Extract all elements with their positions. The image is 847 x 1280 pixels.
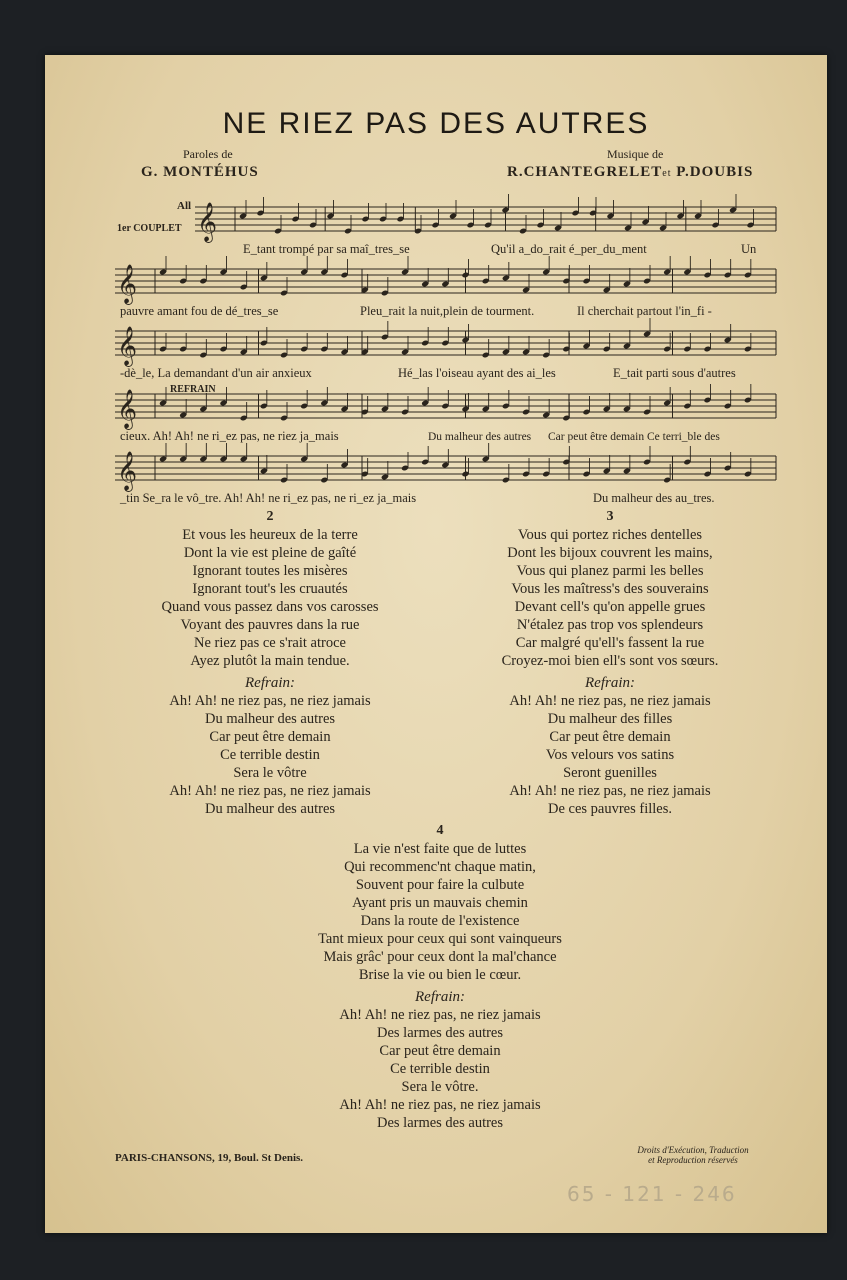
composer-1: R.CHANTEGRELET <box>507 164 663 180</box>
verse-line: Ah! Ah! ne riez pas, ne riez jamais <box>339 1097 541 1113</box>
verse-line: Ah! Ah! ne riez pas, ne riez jamais <box>169 693 371 709</box>
verse-line: Ce terrible destin <box>390 1061 490 1077</box>
verse-line: Dont les bijoux couvrent les mains, <box>507 545 713 561</box>
verse-line: Du malheur des autres <box>204 801 336 817</box>
publisher: PARIS-CHANSONS, 19, Boul. St Denis. <box>115 1152 304 1164</box>
verse-line: Des larmes des autres <box>376 1025 504 1041</box>
verse-line: Ignorant tout's les cruautés <box>192 581 348 597</box>
verse-4-number: 4 <box>436 823 444 838</box>
music-label: Musique de <box>607 147 664 161</box>
lyric-4a: cieux. Ah! Ah! ne ri_ez pas, ne riez ja_mais <box>120 429 339 443</box>
verse-2-number: 2 <box>266 509 274 524</box>
verse-line: Ayant pris un mauvais chemin <box>352 895 528 911</box>
verse-line: Ne riez pas ce s'rait atroce <box>194 635 346 651</box>
rights-line-2: et Reproduction réservés <box>648 1155 738 1165</box>
verse-line: Vous qui portez riches dentelles <box>517 527 703 543</box>
song-title: NE RIEZ PAS DES AUTRES <box>222 107 650 140</box>
verse-line: Ah! Ah! ne riez pas, ne riez jamais <box>339 1007 541 1023</box>
verse-line: Car peut être demain <box>549 729 671 745</box>
verse-line: Tant mieux pour ceux qui sont vainqueurs <box>318 931 562 947</box>
treble-clef-icon: 𝄞 <box>117 451 138 491</box>
verse-line: Dont la vie est pleine de gaîté <box>183 545 357 561</box>
verse-line: Quand vous passez dans vos carosses <box>161 599 379 615</box>
rights-notice <box>593 1145 793 1165</box>
verse-3-number: 3 <box>606 509 614 524</box>
lyric-2c: Il cherchait partout l'in_fi - <box>577 304 712 318</box>
treble-clef-icon: 𝄞 <box>117 389 138 429</box>
lyric-1b: Qu'il a_do_rait é_per_du_ment <box>491 242 647 256</box>
verse-2-lines <box>105 526 435 670</box>
verse-line: Ce terrible destin <box>220 747 320 763</box>
verse-line: Sera le vôtre <box>233 765 307 781</box>
verse-3-refrain-label: Refrain: <box>585 675 635 691</box>
verse-line: Car peut être demain <box>209 729 331 745</box>
verse-line: Du malheur des autres <box>204 711 336 727</box>
lyric-1a: E_tant trompé par sa maî_tres_se <box>243 242 410 256</box>
verse-2-refrain <box>105 692 435 818</box>
composer-2: P.DOUBIS <box>676 164 754 180</box>
verse-line: Mais grâc' pour ceux dont la mal'chance <box>323 949 557 965</box>
tempo-marking: All <box>177 200 192 212</box>
treble-clef-icon: 𝄞 <box>197 202 218 242</box>
verse-line: Car peut être demain <box>379 1043 501 1059</box>
verse-line: Brise la vie ou bien le cœur. <box>358 967 522 983</box>
verse-line: Vos velours vos satins <box>545 747 675 763</box>
verse-line: De ces pauvres filles. <box>547 801 672 817</box>
verse-line: Sera le vôtre. <box>401 1079 479 1095</box>
lyric-3b: Hé_las l'oiseau ayant des ai_les <box>398 366 556 380</box>
verse-line: Seront guenilles <box>563 765 657 781</box>
verse-line: Voyant des pauvres dans la rue <box>180 617 360 633</box>
lyric-5b: Du malheur des au_tres. <box>593 491 715 505</box>
lyric-2b: Pleu_rait la nuit,plein de tourment. <box>360 304 535 318</box>
verse-line: Vous qui planez parmi les belles <box>516 563 704 579</box>
verse-line: Ah! Ah! ne riez pas, ne riez jamais <box>169 783 371 799</box>
verse-line: Ignorant toutes les misères <box>192 563 348 579</box>
verse-line: Des larmes des autres <box>376 1115 504 1131</box>
treble-clef-icon: 𝄞 <box>117 264 138 304</box>
verse-line: La vie n'est faite que de luttes <box>353 841 527 857</box>
verse-line: Qui recommenc'nt chaque matin, <box>344 859 536 875</box>
verse-line: Croyez-moi bien ell's sont vos sœurs. <box>501 653 719 669</box>
verse-3-lines <box>445 526 775 670</box>
verse-2-refrain-label: Refrain: <box>245 675 295 691</box>
sheet-music-page <box>45 55 827 1233</box>
verse-4 <box>270 822 610 1132</box>
rights-line-1: Droits d'Exécution, Traduction <box>637 1145 749 1155</box>
verse-line: Dans la route de l'existence <box>360 913 520 929</box>
lyrics-label: Paroles de <box>183 147 233 161</box>
verse-4-refrain <box>270 1006 610 1132</box>
lyric-5a: _tin Se_ra le vô_tre. Ah! Ah! ne ri_ez pas, ne ri_ez ja_mais <box>120 491 417 505</box>
pencil-catalog-mark: 65 - 121 - 246 <box>567 1182 737 1206</box>
verse-line: Du malheur des filles <box>547 711 673 727</box>
verse-line: N'étalez pas trop vos splendeurs <box>516 617 704 633</box>
verse-3 <box>445 508 775 818</box>
verse-line: Ah! Ah! ne riez pas, ne riez jamais <box>509 783 711 799</box>
lyric-4c: Car peut être demain Ce terri_ble des <box>548 431 720 443</box>
treble-clef-icon: 𝄞 <box>117 326 138 366</box>
verse-line: Ah! Ah! ne riez pas, ne riez jamais <box>509 693 711 709</box>
lyric-3c: E_tait parti sous d'autres <box>613 366 736 380</box>
composers-conjunction: et <box>662 168 672 179</box>
verse-line: Ayez plutôt la main tendue. <box>190 653 350 669</box>
verse-2 <box>105 508 435 818</box>
verse-4-refrain-label: Refrain: <box>415 989 465 1005</box>
lyric-4b: Du malheur des autres <box>428 431 532 443</box>
verse-line: Car malgré qu'ell's fassent la rue <box>515 635 705 651</box>
verse-4-lines <box>270 840 610 984</box>
verse-line: Et vous les heureux de la terre <box>182 527 358 543</box>
staff-lines <box>115 202 776 492</box>
verse-line: Devant cell's qu'on appelle grues <box>514 599 706 615</box>
lyric-2a: pauvre amant fou de dé_tres_se <box>120 304 279 318</box>
verse-3-refrain <box>445 692 775 818</box>
verse-line: Vous les maîtress's des souverains <box>511 581 709 597</box>
lyric-1c: Un <box>741 242 757 256</box>
lyric-3a: -dè_le, La demandant d'un air anxieux <box>120 366 312 380</box>
verse-line: Souvent pour faire la culbute <box>355 877 525 893</box>
refrain-label: REFRAIN <box>170 384 216 395</box>
lyricist-name: G. MONTÉHUS <box>141 164 259 180</box>
couplet-label: 1er COUPLET <box>117 223 182 234</box>
music-score <box>45 55 827 525</box>
